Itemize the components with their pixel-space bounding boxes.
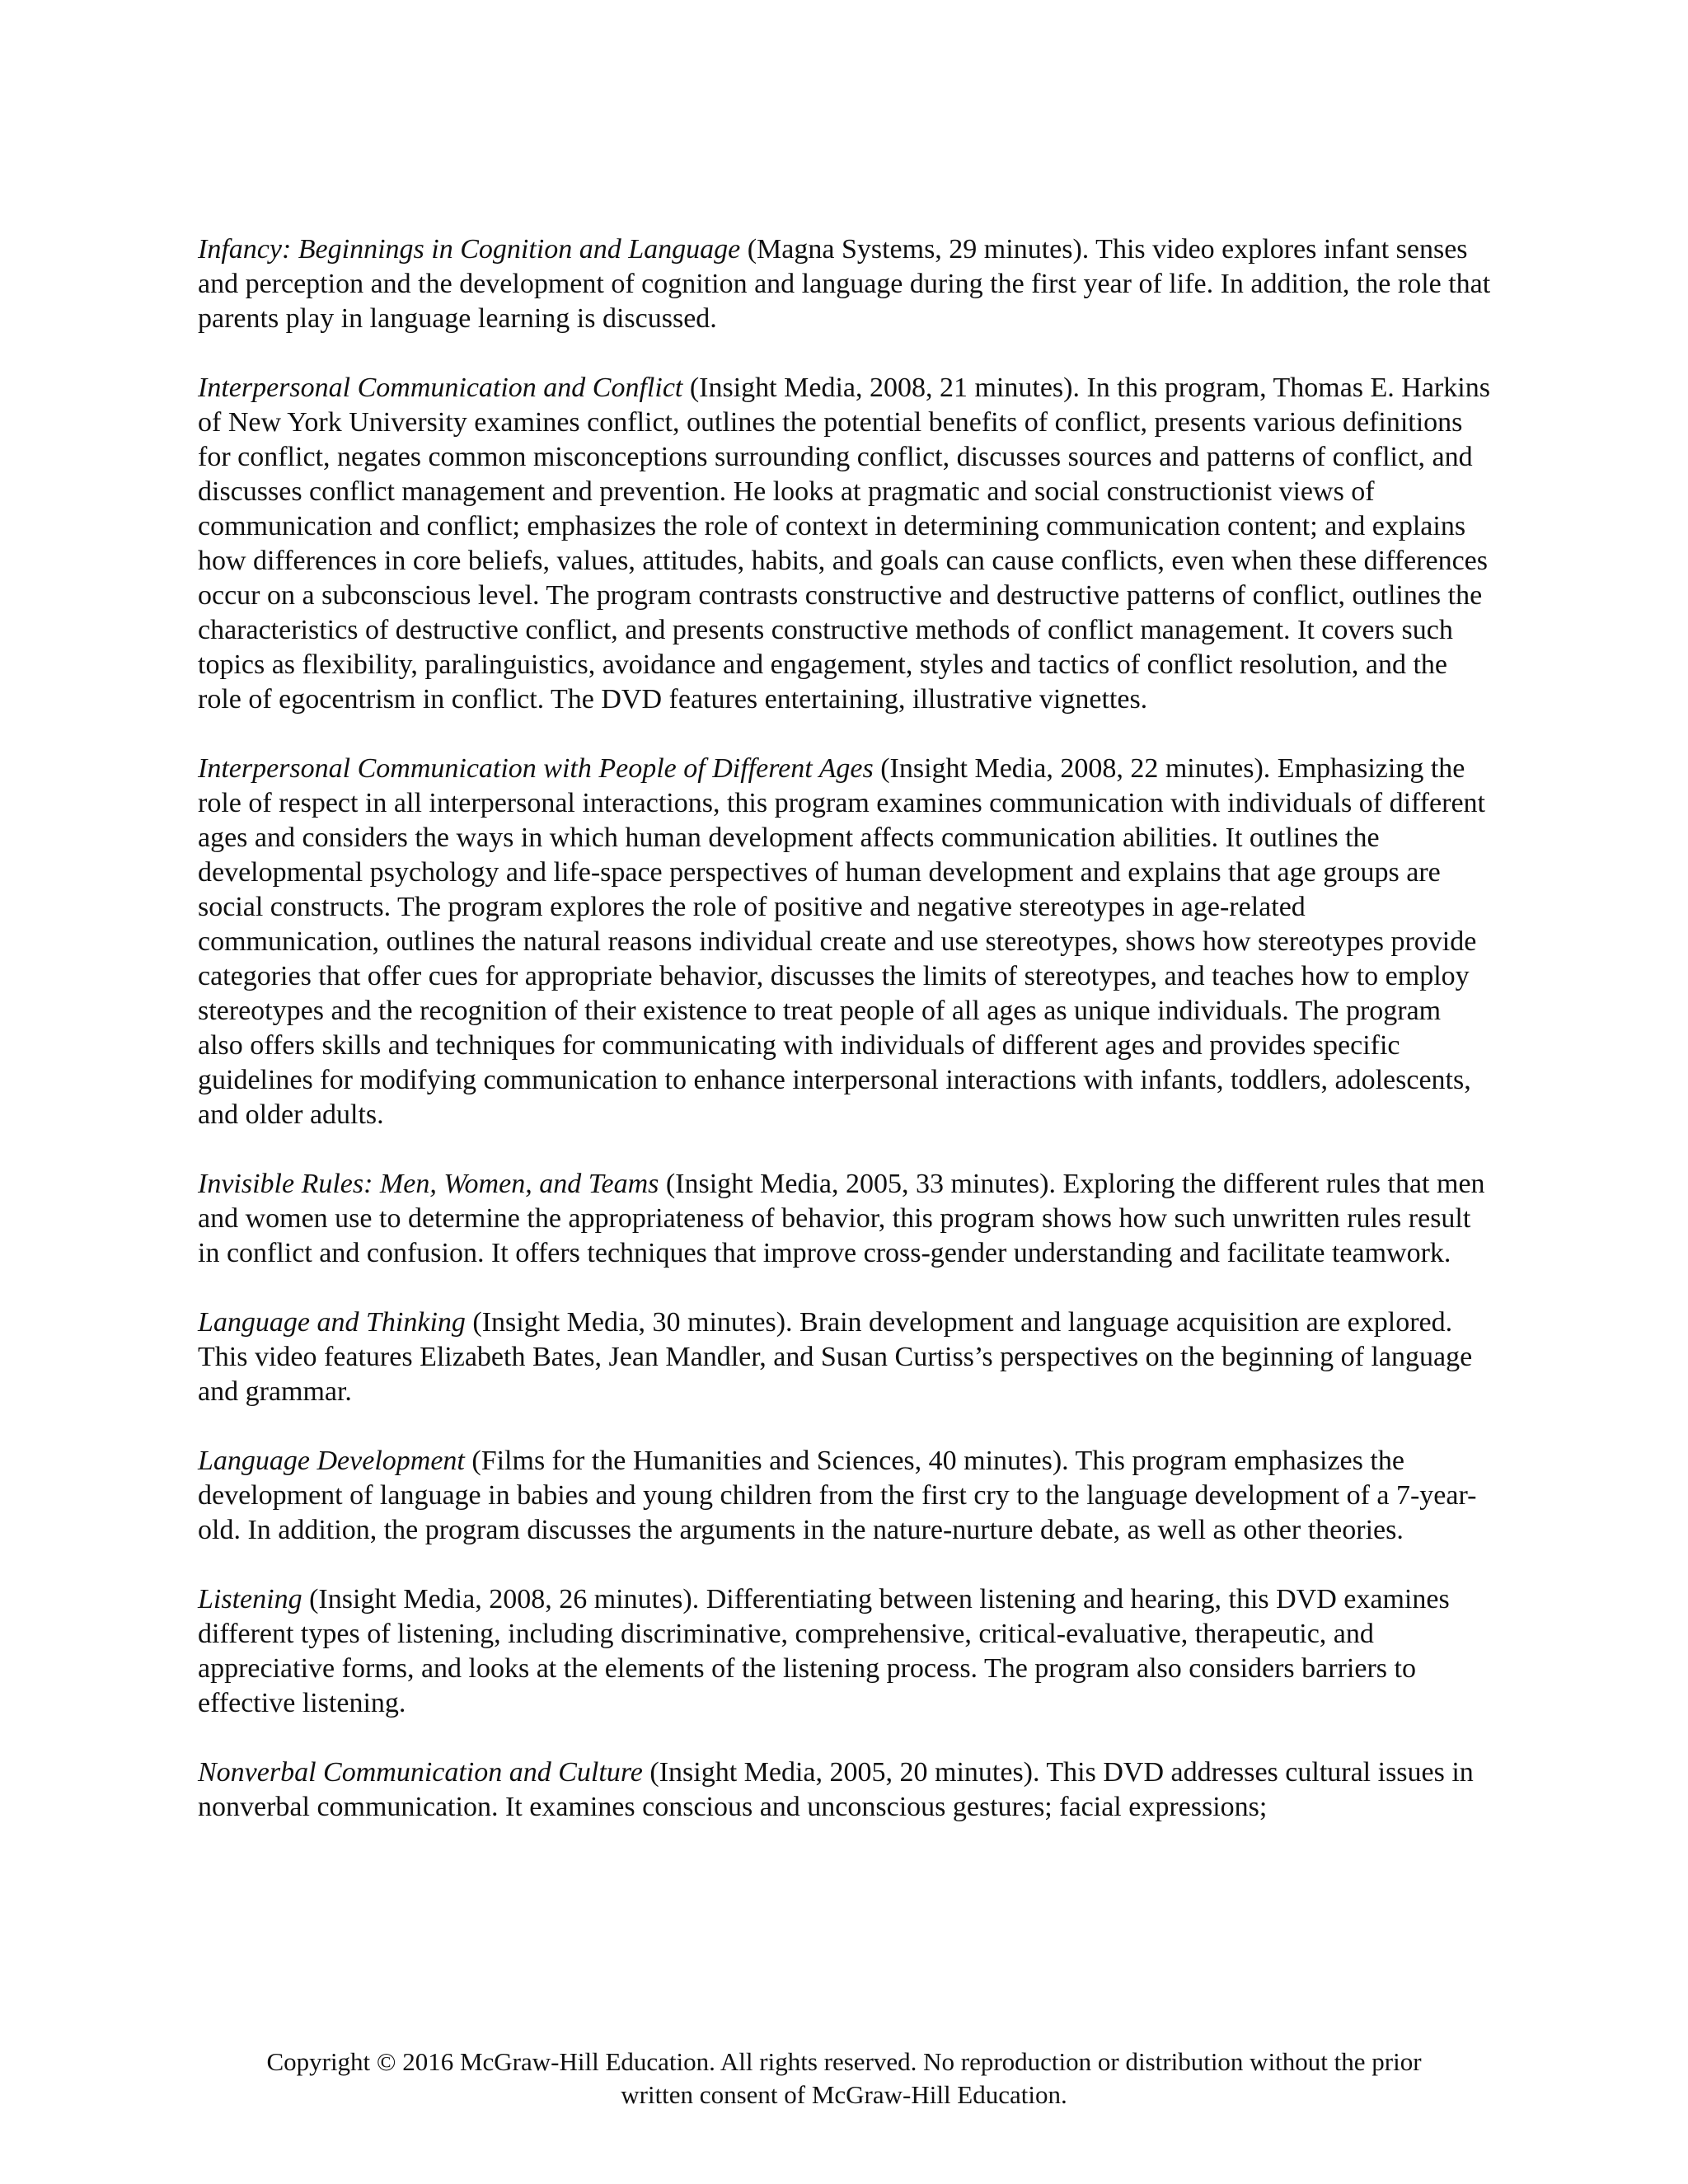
media-entry xyxy=(198,232,1492,336)
entry-title: Interpersonal Communication and Conflict xyxy=(198,373,683,403)
entry-description: (Insight Media, 2008, 21 minutes). In this program, Thomas E. Harkins of New York University examines conflict, outlines the potential benefits of conflict, presents various definitions for conflict, negates common misconceptions surrounding conflict, discusses sources and patterns of conflict, and discusses conflict management and prevention. He looks at pragmatic and social constructionist views of communication and conflict; emphasizes the role of context in determining communication content; and explains how differences in core beliefs, values, attitudes, habits, and goals can cause conflicts, even when these differences occur on a subconscious level. The program contrasts constructive and destructive patterns of conflict, outlines the characteristics of destructive conflict, and presents constructive methods of conflict management. It covers such topics as flexibility, paralinguistics, avoidance and engagement, styles and tactics of conflict resolution, and the role of egocentrism in conflict. The DVD features entertaining, illustrative vignettes. xyxy=(198,373,1490,715)
entry-description: (Insight Media, 30 minutes). Brain development and language acquisition are explored. This video features Elizabeth Bates, Jean Mandler, and Susan Curtiss’s perspectives on the beginning of language and grammar. xyxy=(198,1307,1473,1407)
entry-description: (Films for the Humanities and Sciences, 40 minutes). This program emphasizes the development of language in babies and young children from the first cry to the language development of a 7-year-old. In addition, the program discusses the arguments in the nature-nurture debate, as well as other theories. xyxy=(198,1446,1477,1545)
entry-title: Nonverbal Communication and Culture xyxy=(198,1757,643,1788)
entry-description: (Insight Media, 2008, 22 minutes). Emphasizing the role of respect in all interpersonal interactions, this program examines communication with individuals of different ages and considers the ways in which human development affects communication abilities. It outlines the developmental psychology and life-space perspectives of human development and explains that age groups are social constructs. The program explores the role of positive and negative stereotypes in age-related communication, outlines the natural reasons individual create and use stereotypes, shows how stereotypes provide categories that offer cues for appropriate behavior, discusses the limits of stereotypes, and teaches how to employ stereotypes and the recognition of their existence to treat people of all ages as unique individuals. The program also offers skills and techniques for communicating with individuals of different ages and provides specific guidelines for modifying communication to enhance interpersonal interactions with infants, toddlers, adolescents, and older adults. xyxy=(198,753,1485,1130)
entry-title: Language Development xyxy=(198,1446,465,1476)
copyright-footer xyxy=(0,2046,1688,2111)
media-entry xyxy=(198,1444,1492,1548)
media-entry xyxy=(198,1755,1492,1825)
entry-title: Infancy: Beginnings in Cognition and Language xyxy=(198,234,741,265)
media-list xyxy=(198,232,1492,1859)
entry-description: (Insight Media, 2005, 20 minutes). This DVD addresses cultural issues in nonverbal communication. It examines conscious and unconscious gestures; facial expressions; xyxy=(198,1757,1474,1822)
entry-title: Interpersonal Communication with People of Different Ages xyxy=(198,753,874,784)
entry-description: (Insight Media, 2008, 26 minutes). Differentiating between listening and hearing, this DVD examines different types of listening, including discriminative, comprehensive, critical-evaluative, therapeutic, and appreciative forms, and looks at the elements of the listening process. The program also considers barriers to effective listening. xyxy=(198,1584,1450,1718)
media-entry xyxy=(198,1167,1492,1271)
copyright-line: written consent of McGraw-Hill Education. xyxy=(621,2080,1067,2109)
media-entry xyxy=(198,371,1492,717)
entry-title: Listening xyxy=(198,1584,302,1615)
media-entry xyxy=(198,1582,1492,1721)
copyright-line: Copyright © 2016 McGraw-Hill Education. All rights reserved. No reproduction or distribution without the prior xyxy=(266,2047,1422,2076)
media-entry xyxy=(198,752,1492,1132)
entry-description: (Magna Systems, 29 minutes). This video explores infant senses and perception and the development of cognition and language during the first year of life. In addition, the role that parents play in language learning is discussed. xyxy=(198,234,1491,334)
entry-title: Language and Thinking xyxy=(198,1307,466,1338)
entry-title: Invisible Rules: Men, Women, and Teams xyxy=(198,1169,659,1199)
entry-description: (Insight Media, 2005, 33 minutes). Exploring the different rules that men and women use to determine the appropriateness of behavior, this program shows how such unwritten rules result in conflict and confusion. It offers techniques that improve cross-gender understanding and facilitate teamwork. xyxy=(198,1169,1485,1268)
media-entry xyxy=(198,1305,1492,1409)
